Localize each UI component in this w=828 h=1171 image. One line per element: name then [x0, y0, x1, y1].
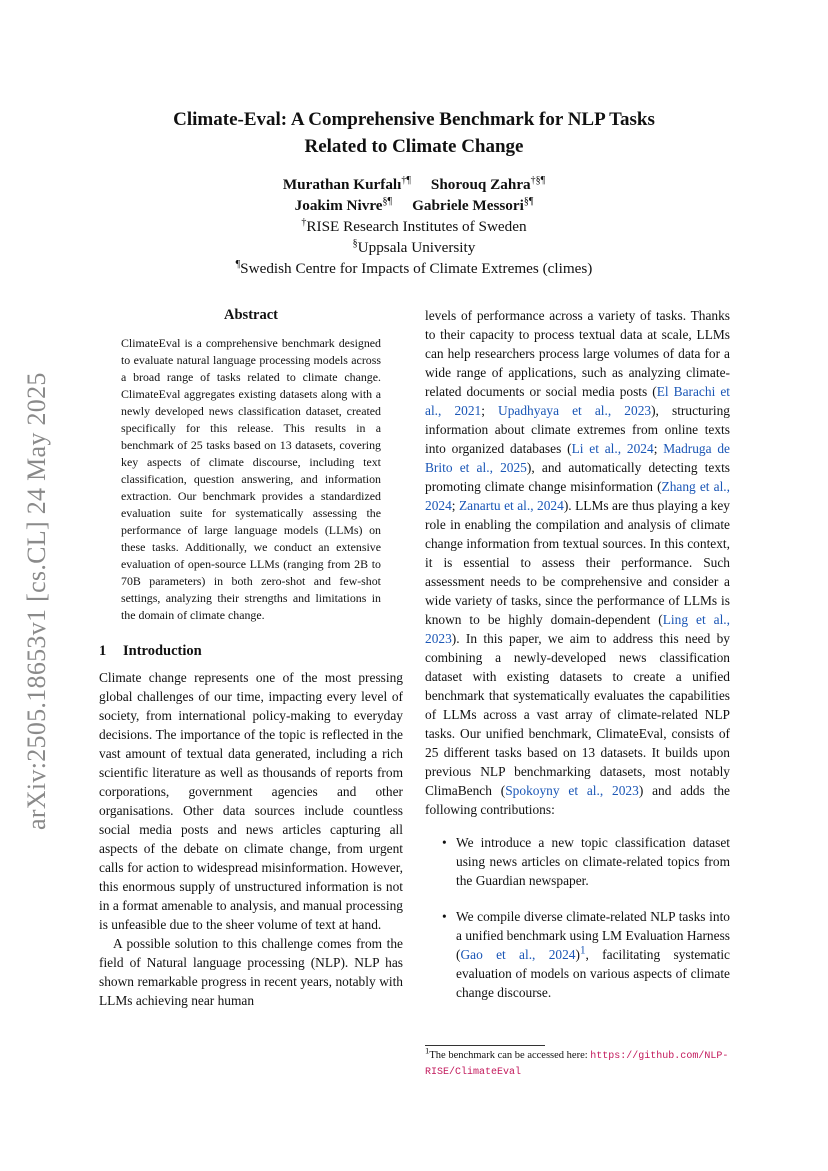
right-column — [425, 306, 730, 1019]
title-line-2: Related to Climate Change — [304, 136, 524, 157]
citation-link[interactable]: Zanartu et al., 2024 — [458, 498, 564, 513]
bullet-icon: • — [442, 909, 447, 924]
author: Joakim Nivre§¶ — [294, 195, 393, 214]
citation-link[interactable]: Li et al., 2024 — [571, 441, 654, 456]
list-item: • We introduce a new topic classification dataset using news articles on climate-related topics from the Guardian newspaper. — [442, 835, 730, 888]
title-line-1: Climate-Eval: A Comprehensive Benchmark for NLP Tasks — [173, 109, 655, 130]
section-heading-introduction: 1 Introduction — [99, 643, 202, 659]
author-block — [100, 174, 728, 279]
citation-link[interactable]: Gao et al., 2024 — [460, 947, 576, 962]
bullet-icon: • — [442, 835, 447, 850]
paper-title — [100, 106, 728, 160]
footnote-marker[interactable]: 1 — [579, 944, 586, 957]
citation-link[interactable]: Spokoyny et al., 2023 — [505, 783, 639, 798]
intro-paragraph-2-continued: levels of performance across a variety of tasks. Thanks to their capacity to process textual data at scale, LLMs can help researchers process large volumes of data for a wide range of applications, such as analyzing climate-related documents or social media posts (El Barachi et al., 2021; Upadhyaya et al., 2023), structuring information about climate extremes from online texts into organized databases (Li et al., 2024; Madruga de Brito et al., 2025), and automatically detecting texts promoting climate change misinformation (Zhang et al., 2024; Zanartu et al., 2024). LLMs are thus playing a key role in enabling the compilation and analysis of climate change information from textual sources. In this context, it is essential to assess their performance. Such assessment needs to be comprehensive and consider a wide variety of tasks, since the performance of LLMs is known to be highly domain-dependent (Ling et al., 2023). In this paper, we aim to address this need by combining a newly-developed news classification dataset with existing datasets to create a unified benchmark that systematically evaluates the capabilities of LLMs across a vast array of climate-related NLP tasks. Our unified benchmark, ClimateEval, consists of 25 different tasks based on 13 datasets. It builds upon previous NLP benchmarking datasets, most notably ClimaBench (Spokoyny et al., 2023) and adds the following contributions: — [425, 308, 731, 817]
affiliation: ¶Swedish Centre for Impacts of Climate Extremes (climes) — [235, 258, 593, 277]
citation-link[interactable]: Ling et al., 2023 — [425, 612, 731, 646]
abstract-heading: Abstract — [224, 307, 278, 323]
citation-link[interactable]: Madruga de Brito et al., 2025 — [425, 441, 730, 475]
intro-paragraph-1: Climate change represents one of the most pressing global challenges of our time, impacting every level of society, from international policy-making to everyday decisions. The importance of the topic is reflected in the vast amount of textual data generated, including a rich scientific literature as well as thousands of reports from corporations, government agencies and other organisations. Other data sources include countless social media posts and news articles capturing all aspects of the debate on climate change, from urgent calls for action to widespread misinformation. However, this enormous supply of unstructured information is not in a format amenable to analysis, and manual processing is unfeasible due to the sheer volume of text at hand. — [99, 670, 403, 932]
arxiv-stamp: arXiv:2505.18653v1 [cs.CL] 24 May 2025 — [22, 372, 51, 830]
footnote: $^1$The benchmark can be accessed here: https://github.com/NLP-RISE/ClimateEval — [425, 1045, 729, 1078]
citation-link[interactable]: El Barachi et al., 2021 — [425, 384, 730, 418]
citation-link[interactable]: Zhang et al., 2024 — [425, 479, 730, 513]
footnote-rule — [425, 1045, 545, 1046]
affiliation: §Uppsala University — [352, 237, 476, 256]
footnote-url-link[interactable]: https://github.com/NLP-RISE/ClimateEval — [425, 1051, 729, 1078]
author: Gabriele Messori§¶ — [412, 195, 534, 214]
author: Shorouq Zahra†§¶ — [430, 174, 546, 193]
author-row-2 — [100, 195, 728, 216]
citation-link[interactable]: Upadhyaya et al., 2023 — [498, 403, 652, 418]
abstract-text: ClimateEval is a comprehensive benchmark designed to evaluate natural language processing models across a broad range of tasks related to climate change. ClimateEval aggregates existing datasets along with a newly developed news classification dataset, created specifically for this release. This results in a benchmark of 25 tasks based on 13 datasets, covering key aspects of climate discourse, including text classification, question answering, and information extraction. Our benchmark provides a standardized evaluation suite for systematically assessing the performance of large language models (LLMs) on these tasks. Additionally, we conduct an extensive evaluation of open-source LLMs (ranging from 2B to 70B parameters) in both zero-shot and few-shot settings, analyzing their strengths and limitations in the domain of climate change. — [121, 336, 381, 622]
left-column — [99, 306, 403, 1010]
list-item: • We compile diverse climate-related NLP tasks into a unified benchmark using LM Evaluation Harness (Gao et al., 2024)$^1$, facilitating systematic evaluation of models on various aspects of climate change discourse. — [442, 909, 731, 1000]
contributions-list — [425, 833, 730, 1002]
author-row-1 — [100, 174, 728, 195]
author: Murathan Kurfalı†¶ — [282, 174, 411, 193]
affiliation: †RISE Research Institutes of Sweden — [301, 216, 527, 235]
intro-paragraph-2: A possible solution to this challenge comes from the field of Natural language processing (NLP). NLP has shown remarkable progress in recent years, notably with LLMs achieving near human — [99, 936, 403, 1008]
